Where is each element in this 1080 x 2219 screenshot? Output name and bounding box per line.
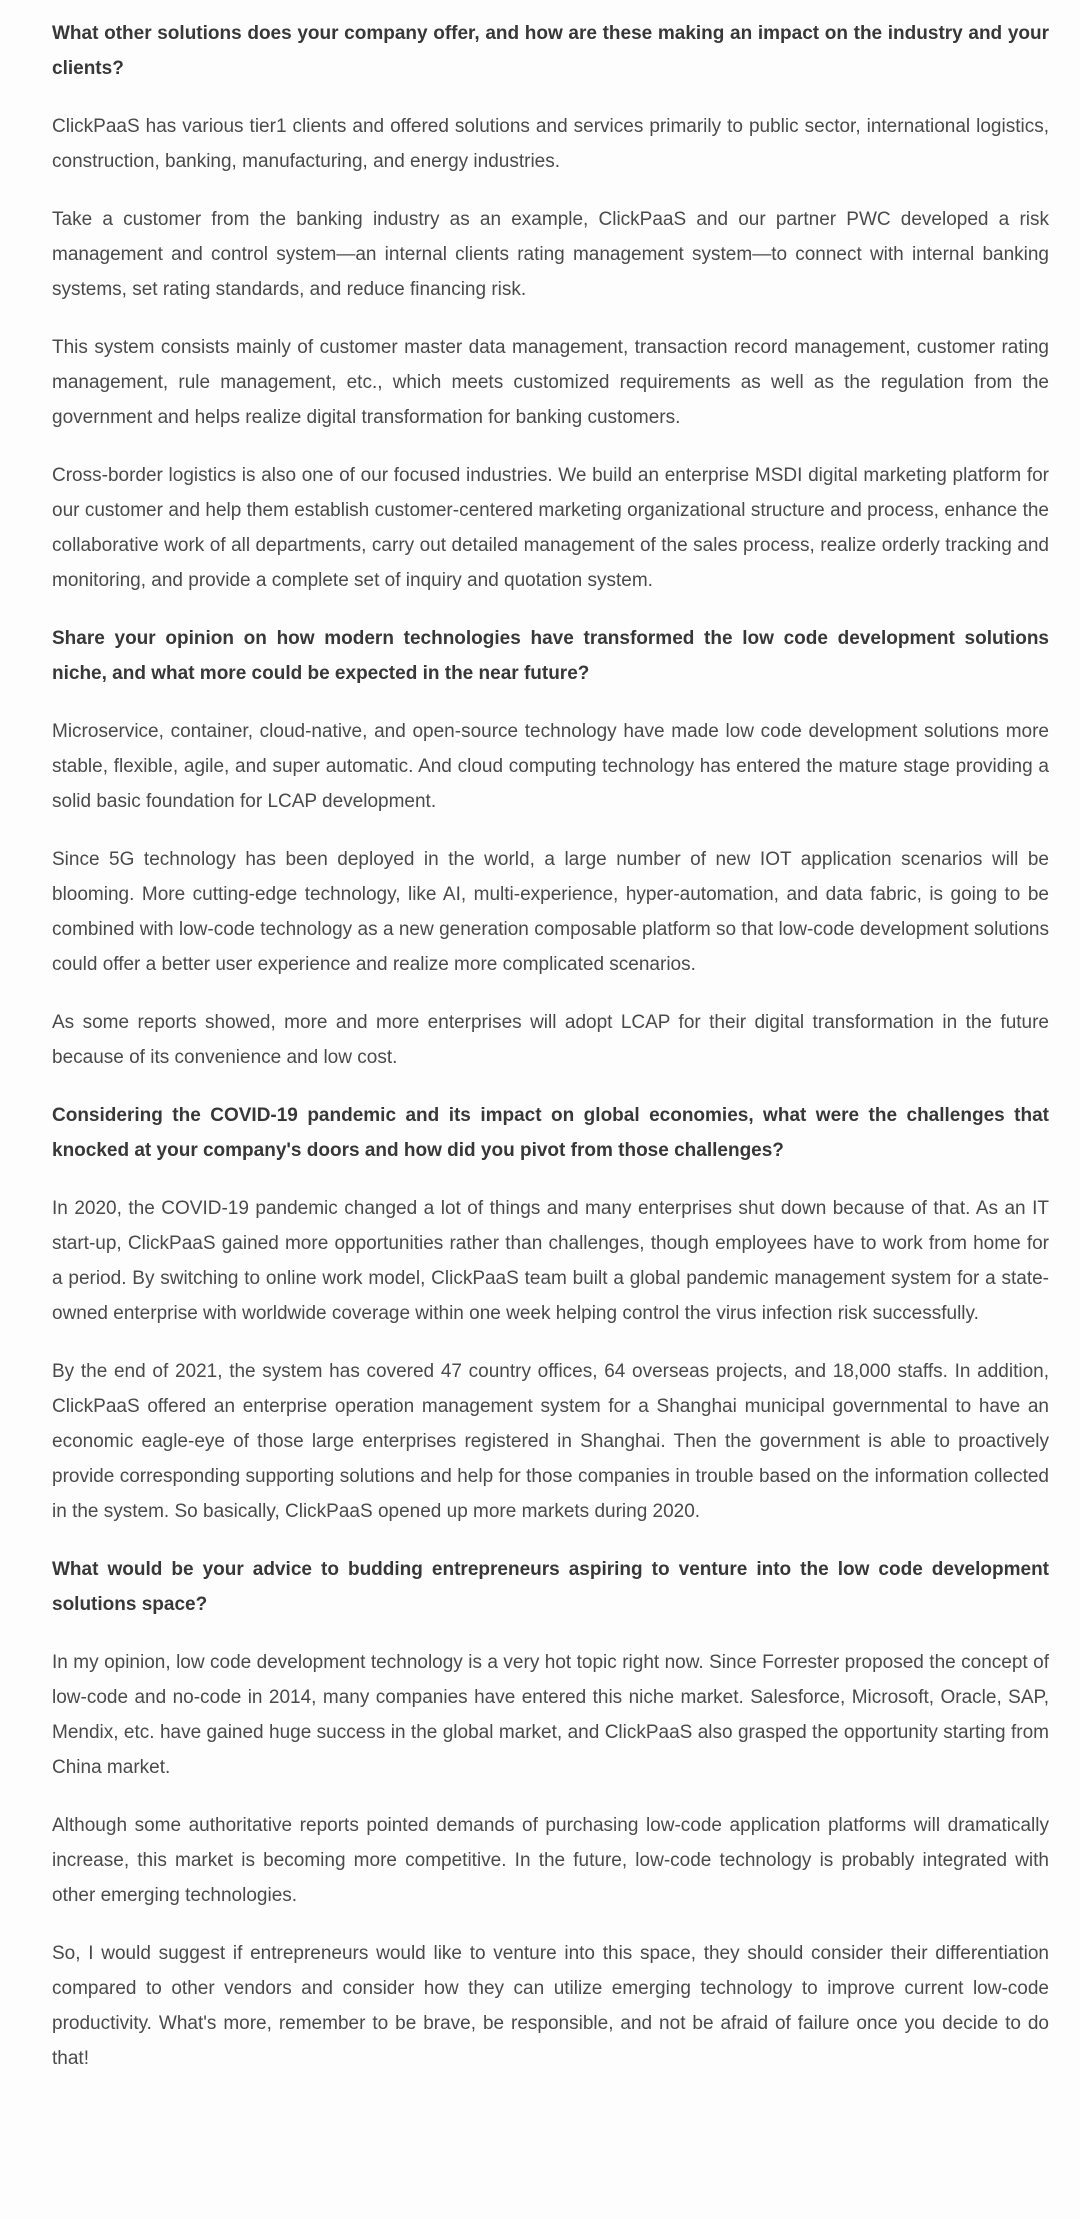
answer-5g-iot: Since 5G technology has been deployed in the world, a large number of new IOT application scenarios will be blooming. More cutting-edge technology, like AI, multi-experience, hyper-automation, and data fabric, is going to be combined with low-code technology as a new generation composable platform so that low-code development solutions could offer a better user experience and realize more complicated scenarios. bbox=[52, 849, 1049, 975]
question-covid-challenges: Considering the COVID-19 pandemic and its impact on global economies, what were the challenges that knocked at your company's doors and how did you pivot from those challenges? bbox=[52, 1105, 1049, 1161]
answer-system-components: This system consists mainly of customer master data management, transaction record management, customer rating management, rule management, etc., which meets customized requirements as well as the regulation from the government and helps realize digital transformation for banking customers. bbox=[52, 337, 1049, 428]
answer-banking-example: Take a customer from the banking industry as an example, ClickPaaS and our partner PWC developed a risk management and control system—an internal clients rating management system—to connect with internal banking systems, set rating standards, and reduce financing risk. bbox=[52, 209, 1049, 300]
question-other-solutions: What other solutions does your company offer, and how are these making an impact on the industry and your clients? bbox=[52, 23, 1049, 79]
answer-clients-industries: ClickPaaS has various tier1 clients and offered solutions and services primarily to public sector, international logistics, construction, banking, manufacturing, and energy industries. bbox=[52, 116, 1049, 172]
answer-suggestion-differentiation: So, I would suggest if entrepreneurs would like to venture into this space, they should consider their differentiation compared to other vendors and consider how they can utilize emerging technology to improve current low-code productivity. What's more, remember to be brave, be responsible, and not be afraid of failure once you decide to do that! bbox=[52, 1943, 1049, 2069]
answer-lcap-adoption: As some reports showed, more and more enterprises will adopt LCAP for their digital transformation in the future because of its convenience and low cost. bbox=[52, 1012, 1049, 1068]
answer-hot-topic-market: In my opinion, low code development technology is a very hot topic right now. Since Forrester proposed the concept of low-code and no-code in 2014, many companies have entered this niche market. Salesforce, Microsoft, Oracle, SAP, Mendix, etc. have gained huge success in the global market, and ClickPaaS also grasped the opportunity starting from China market. bbox=[52, 1652, 1049, 1778]
answer-market-competitive: Although some authoritative reports pointed demands of purchasing low-code application platforms will dramatically increase, this market is becoming more competitive. In the future, low-code technology is probably integrated with other emerging technologies. bbox=[52, 1815, 1049, 1906]
answer-microservice-cloud: Microservice, container, cloud-native, and open-source technology have made low code development solutions more stable, flexible, agile, and super automatic. And cloud computing technology has entered the mature stage providing a solid basic foundation for LCAP development. bbox=[52, 721, 1049, 812]
answer-pandemic-response: In 2020, the COVID-19 pandemic changed a lot of things and many enterprises shut down because of that. As an IT start-up, ClickPaaS gained more opportunities rather than challenges, though employees have to work from home for a period. By switching to online work model, ClickPaaS team built a global pandemic management system for a state-owned enterprise with worldwide coverage within one week helping control the virus infection risk successfully. bbox=[52, 1198, 1049, 1324]
question-modern-technologies: Share your opinion on how modern technologies have transformed the low code development solutions niche, and what more could be expected in the near future? bbox=[52, 628, 1049, 684]
question-advice-entrepreneurs: What would be your advice to budding entrepreneurs aspiring to venture into the low code development solutions space? bbox=[52, 1559, 1049, 1615]
answer-2021-coverage: By the end of 2021, the system has covered 47 country offices, 64 overseas projects, and 18,000 staffs. In addition, ClickPaaS offered an enterprise operation management system for a Shanghai municipal governmental to have an economic eagle-eye of those large enterprises registered in Shanghai. Then the government is able to proactively provide corresponding supporting solutions and help for those companies in trouble based on the information collected in the system. So basically, ClickPaaS opened up more markets during 2020. bbox=[52, 1361, 1049, 1522]
answer-cross-border-logistics: Cross-border logistics is also one of our focused industries. We build an enterprise MSDI digital marketing platform for our customer and help them establish customer-centered marketing organizational structure and process, enhance the collaborative work of all departments, carry out detailed management of the sales process, realize orderly tracking and monitoring, and provide a complete set of inquiry and quotation system. bbox=[52, 465, 1049, 591]
